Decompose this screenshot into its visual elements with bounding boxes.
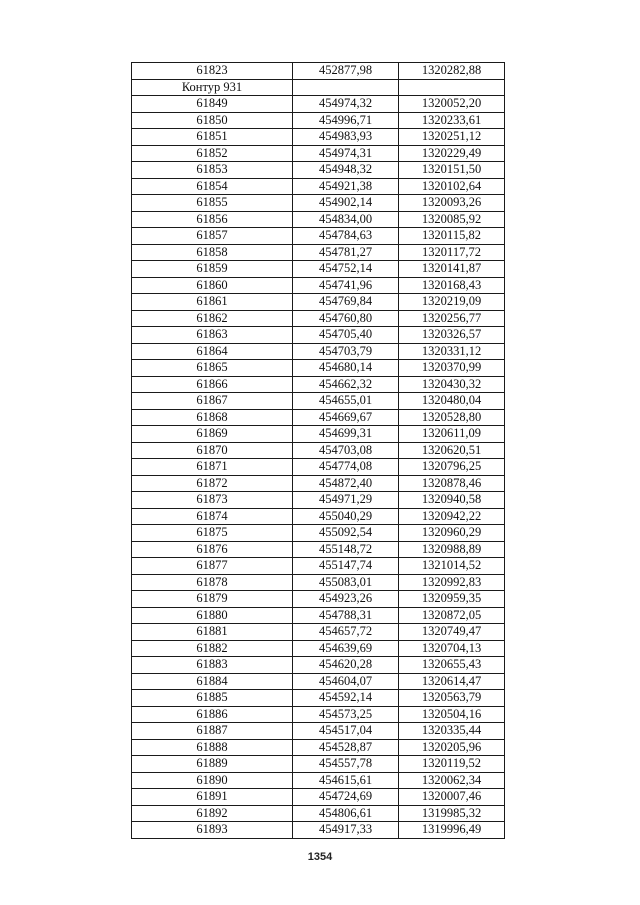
table-row [132, 129, 505, 146]
point-number-cell: 61866 [132, 376, 293, 393]
page-number: 1354 [307, 851, 333, 863]
table-row [132, 690, 505, 707]
x-coordinate-cell: 454528,87 [293, 739, 399, 756]
table-row [132, 739, 505, 756]
x-coordinate-cell: 455040,29 [293, 508, 399, 525]
x-coordinate-cell: 454917,33 [293, 822, 399, 839]
point-number-cell: 61874 [132, 508, 293, 525]
point-number-cell: 61889 [132, 756, 293, 773]
table-row [132, 442, 505, 459]
table-row [132, 244, 505, 261]
table-row [132, 723, 505, 740]
table-row [132, 228, 505, 245]
y-coordinate-cell: 1320878,46 [399, 475, 505, 492]
table-row [132, 327, 505, 344]
coordinates-table [131, 62, 505, 839]
x-coordinate-cell: 454703,79 [293, 343, 399, 360]
y-coordinate-cell: 1320251,12 [399, 129, 505, 146]
y-coordinate-cell: 1320749,47 [399, 624, 505, 641]
y-coordinate-cell: 1320102,64 [399, 178, 505, 195]
table-row [132, 261, 505, 278]
table-row [132, 162, 505, 179]
point-number-cell: 61859 [132, 261, 293, 278]
point-number-cell: 61850 [132, 112, 293, 129]
x-coordinate-cell: 454923,26 [293, 591, 399, 608]
table-row [132, 525, 505, 542]
point-number-cell: 61875 [132, 525, 293, 542]
point-number-cell: 61872 [132, 475, 293, 492]
point-number-cell: 61880 [132, 607, 293, 624]
y-coordinate-cell: 1320872,05 [399, 607, 505, 624]
table-row [132, 360, 505, 377]
y-coordinate-cell: 1320370,99 [399, 360, 505, 377]
point-number-cell: Контур 931 [132, 79, 293, 96]
point-number-cell: 61892 [132, 805, 293, 822]
x-coordinate-cell: 455148,72 [293, 541, 399, 558]
x-coordinate-cell: 454655,01 [293, 393, 399, 410]
table-row [132, 195, 505, 212]
point-number-cell: 61869 [132, 426, 293, 443]
x-coordinate-cell: 454769,84 [293, 294, 399, 311]
x-coordinate-cell: 454974,31 [293, 145, 399, 162]
point-number-cell: 61884 [132, 673, 293, 690]
x-coordinate-cell: 454996,71 [293, 112, 399, 129]
x-coordinate-cell: 454592,14 [293, 690, 399, 707]
y-coordinate-cell: 1320563,79 [399, 690, 505, 707]
y-coordinate-cell: 1320085,92 [399, 211, 505, 228]
point-number-cell: 61876 [132, 541, 293, 558]
x-coordinate-cell: 454781,27 [293, 244, 399, 261]
table-row [132, 277, 505, 294]
point-number-cell: 61870 [132, 442, 293, 459]
table-row [132, 178, 505, 195]
point-number-cell: 61877 [132, 558, 293, 575]
y-coordinate-cell: 1320528,80 [399, 409, 505, 426]
table-row [132, 508, 505, 525]
x-coordinate-cell: 454662,32 [293, 376, 399, 393]
x-coordinate-cell: 454705,40 [293, 327, 399, 344]
table-row [132, 211, 505, 228]
table-row [132, 624, 505, 641]
y-coordinate-cell: 1320992,83 [399, 574, 505, 591]
x-coordinate-cell: 454669,67 [293, 409, 399, 426]
y-coordinate-cell: 1320430,32 [399, 376, 505, 393]
y-coordinate-cell: 1320960,29 [399, 525, 505, 542]
table-row [132, 772, 505, 789]
x-coordinate-cell: 454921,38 [293, 178, 399, 195]
y-coordinate-cell: 1320062,34 [399, 772, 505, 789]
x-coordinate-cell: 454788,31 [293, 607, 399, 624]
point-number-cell: 61888 [132, 739, 293, 756]
x-coordinate-cell: 454657,72 [293, 624, 399, 641]
table-row [132, 756, 505, 773]
point-number-cell: 61883 [132, 657, 293, 674]
y-coordinate-cell: 1320504,16 [399, 706, 505, 723]
table-row [132, 657, 505, 674]
y-coordinate-cell [399, 79, 505, 96]
table-row [132, 591, 505, 608]
point-number-cell: 61886 [132, 706, 293, 723]
table-row [132, 541, 505, 558]
table-row [132, 393, 505, 410]
x-coordinate-cell: 454639,69 [293, 640, 399, 657]
y-coordinate-cell: 1320940,58 [399, 492, 505, 509]
table-row [132, 63, 505, 80]
y-coordinate-cell: 1320704,13 [399, 640, 505, 657]
x-coordinate-cell: 454948,32 [293, 162, 399, 179]
x-coordinate-cell: 455147,74 [293, 558, 399, 575]
y-coordinate-cell: 1320205,96 [399, 739, 505, 756]
table-row [132, 294, 505, 311]
coordinates-table-body [132, 63, 505, 839]
y-coordinate-cell: 1320151,50 [399, 162, 505, 179]
point-number-cell: 61867 [132, 393, 293, 410]
y-coordinate-cell: 1320796,25 [399, 459, 505, 476]
point-number-cell: 61893 [132, 822, 293, 839]
point-number-cell: 61891 [132, 789, 293, 806]
y-coordinate-cell: 1319985,32 [399, 805, 505, 822]
table-row [132, 310, 505, 327]
y-coordinate-cell: 1320988,89 [399, 541, 505, 558]
y-coordinate-cell: 1320611,09 [399, 426, 505, 443]
table-row [132, 426, 505, 443]
point-number-cell: 61879 [132, 591, 293, 608]
y-coordinate-cell: 1320655,43 [399, 657, 505, 674]
point-number-cell: 61851 [132, 129, 293, 146]
point-number-cell: 61823 [132, 63, 293, 80]
x-coordinate-cell: 454604,07 [293, 673, 399, 690]
y-coordinate-cell: 1320331,12 [399, 343, 505, 360]
point-number-cell: 61852 [132, 145, 293, 162]
x-coordinate-cell: 454615,61 [293, 772, 399, 789]
point-number-cell: 61853 [132, 162, 293, 179]
table-row [132, 112, 505, 129]
y-coordinate-cell: 1320168,43 [399, 277, 505, 294]
x-coordinate-cell: 454902,14 [293, 195, 399, 212]
y-coordinate-cell: 1320093,26 [399, 195, 505, 212]
x-coordinate-cell: 454983,93 [293, 129, 399, 146]
x-coordinate-cell: 455083,01 [293, 574, 399, 591]
point-number-cell: 61885 [132, 690, 293, 707]
y-coordinate-cell: 1321014,52 [399, 558, 505, 575]
x-coordinate-cell: 454741,96 [293, 277, 399, 294]
point-number-cell: 61873 [132, 492, 293, 509]
table-row [132, 343, 505, 360]
point-number-cell: 61887 [132, 723, 293, 740]
table-row [132, 640, 505, 657]
y-coordinate-cell: 1320326,57 [399, 327, 505, 344]
x-coordinate-cell: 454703,08 [293, 442, 399, 459]
point-number-cell: 61862 [132, 310, 293, 327]
point-number-cell: 61868 [132, 409, 293, 426]
point-number-cell: 61878 [132, 574, 293, 591]
table-row [132, 706, 505, 723]
x-coordinate-cell: 454872,40 [293, 475, 399, 492]
point-number-cell: 61863 [132, 327, 293, 344]
point-number-cell: 61855 [132, 195, 293, 212]
point-number-cell: 61849 [132, 96, 293, 113]
table-row [132, 475, 505, 492]
table-row [132, 822, 505, 839]
table-row [132, 492, 505, 509]
table-row [132, 789, 505, 806]
y-coordinate-cell: 1320219,09 [399, 294, 505, 311]
table-row [132, 459, 505, 476]
table-row [132, 96, 505, 113]
x-coordinate-cell: 454784,63 [293, 228, 399, 245]
table-row [132, 376, 505, 393]
y-coordinate-cell: 1320141,87 [399, 261, 505, 278]
x-coordinate-cell: 454971,29 [293, 492, 399, 509]
point-number-cell: 61856 [132, 211, 293, 228]
x-coordinate-cell: 454760,80 [293, 310, 399, 327]
point-number-cell: 61857 [132, 228, 293, 245]
y-coordinate-cell: 1320052,20 [399, 96, 505, 113]
x-coordinate-cell: 455092,54 [293, 525, 399, 542]
x-coordinate-cell: 452877,98 [293, 63, 399, 80]
point-number-cell: 61858 [132, 244, 293, 261]
point-number-cell: 61854 [132, 178, 293, 195]
point-number-cell: 61881 [132, 624, 293, 641]
y-coordinate-cell: 1320229,49 [399, 145, 505, 162]
y-coordinate-cell: 1320959,35 [399, 591, 505, 608]
y-coordinate-cell: 1320620,51 [399, 442, 505, 459]
x-coordinate-cell: 454573,25 [293, 706, 399, 723]
x-coordinate-cell: 454834,00 [293, 211, 399, 228]
x-coordinate-cell: 454724,69 [293, 789, 399, 806]
y-coordinate-cell: 1320119,52 [399, 756, 505, 773]
table-row [132, 673, 505, 690]
y-coordinate-cell: 1320007,46 [399, 789, 505, 806]
x-coordinate-cell: 454680,14 [293, 360, 399, 377]
y-coordinate-cell: 1320256,77 [399, 310, 505, 327]
y-coordinate-cell: 1320282,88 [399, 63, 505, 80]
x-coordinate-cell: 454806,61 [293, 805, 399, 822]
point-number-cell: 61861 [132, 294, 293, 311]
x-coordinate-cell: 454557,78 [293, 756, 399, 773]
table-row [132, 409, 505, 426]
point-number-cell: 61882 [132, 640, 293, 657]
x-coordinate-cell: 454620,28 [293, 657, 399, 674]
y-coordinate-cell: 1320614,47 [399, 673, 505, 690]
table-row [132, 145, 505, 162]
y-coordinate-cell: 1319996,49 [399, 822, 505, 839]
table-row [132, 79, 505, 96]
y-coordinate-cell: 1320117,72 [399, 244, 505, 261]
point-number-cell: 61871 [132, 459, 293, 476]
x-coordinate-cell: 454752,14 [293, 261, 399, 278]
y-coordinate-cell: 1320480,04 [399, 393, 505, 410]
x-coordinate-cell: 454517,04 [293, 723, 399, 740]
point-number-cell: 61864 [132, 343, 293, 360]
table-row [132, 574, 505, 591]
x-coordinate-cell: 454774,08 [293, 459, 399, 476]
table-row [132, 607, 505, 624]
y-coordinate-cell: 1320335,44 [399, 723, 505, 740]
x-coordinate-cell: 454974,32 [293, 96, 399, 113]
x-coordinate-cell: 454699,31 [293, 426, 399, 443]
point-number-cell: 61865 [132, 360, 293, 377]
table-row [132, 558, 505, 575]
table-row [132, 805, 505, 822]
x-coordinate-cell [293, 79, 399, 96]
y-coordinate-cell: 1320233,61 [399, 112, 505, 129]
point-number-cell: 61890 [132, 772, 293, 789]
y-coordinate-cell: 1320115,82 [399, 228, 505, 245]
point-number-cell: 61860 [132, 277, 293, 294]
y-coordinate-cell: 1320942,22 [399, 508, 505, 525]
